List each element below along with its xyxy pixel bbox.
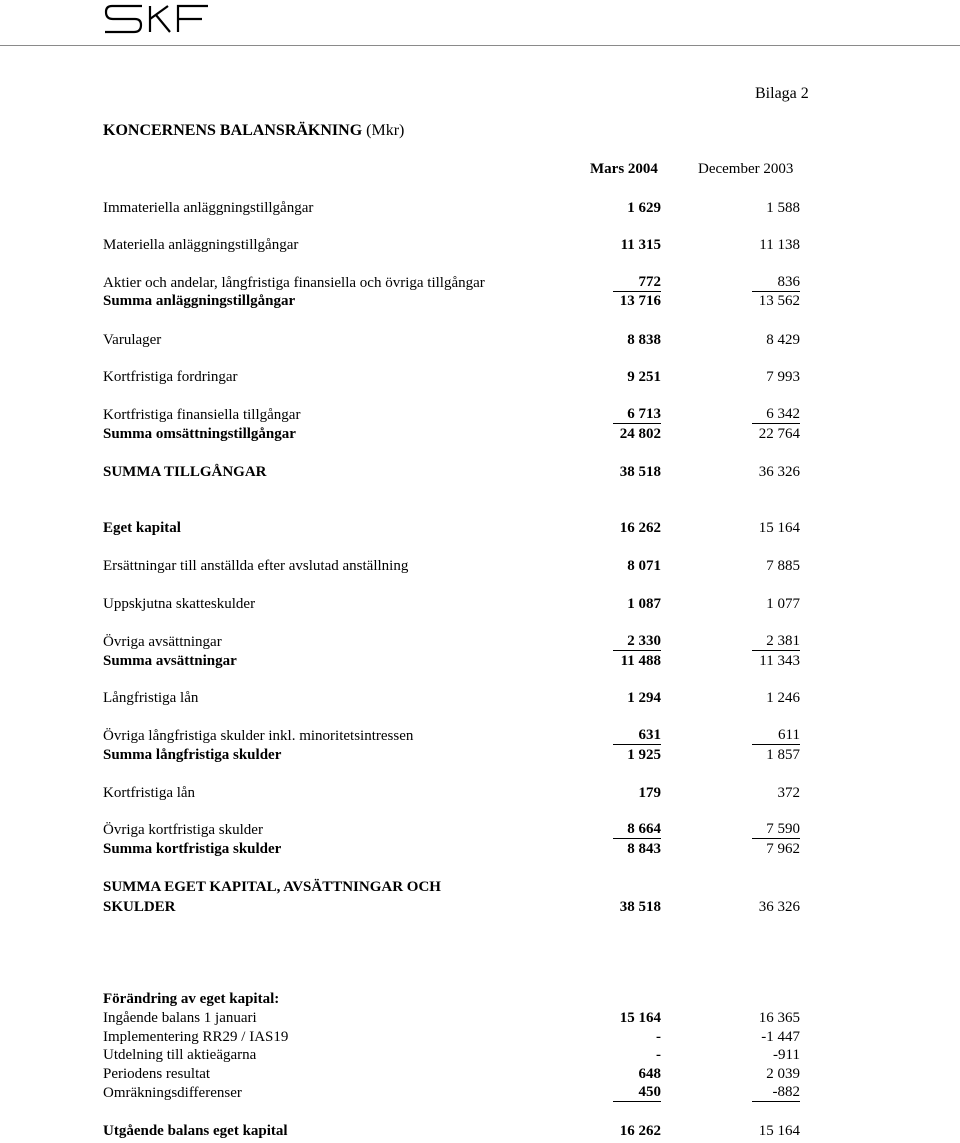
table-row: Övriga kortfristiga skulder 8 664 7 590 [103,821,800,838]
svg-text:SKF: SKF [104,35,106,36]
table-row: Kortfristiga lån 179 372 [103,785,800,801]
skf-logo [104,2,236,36]
table-row: Kortfristiga fordringar 9 251 7 993 [103,369,800,385]
table-row-subtotal: Summa kortfristiga skulder 8 843 7 962 [103,841,800,857]
table-row: Aktier och andelar, långfristiga finansiella och övriga tillgångar 772 836 [103,274,800,291]
table-row: Kortfristiga finansiella tillgångar 6 713 6 342 [103,406,800,423]
table-row: Långfristiga lån 1 294 1 246 [103,690,800,706]
table-row-subtotal: Summa omsättningstillgångar 24 802 22 764 [103,426,800,442]
table-row: Övriga avsättningar 2 330 2 381 [103,633,800,650]
table-row: Immateriella anläggningstillgångar 1 629 1 588 [103,200,800,216]
table-row-subtotal: Summa avsättningar 11 488 11 343 [103,653,800,669]
table-row-subtotal: Summa långfristiga skulder 1 925 1 857 [103,747,800,763]
table-row-total: SUMMA TILLGÅNGAR 38 518 36 326 [103,464,800,480]
table-row: Implementering RR29 / IAS19 - -1 447 [103,1029,800,1045]
column-header-mars-2004: Mars 2004 [590,161,658,177]
table-row-total: Utgående balans eget kapital 16 262 15 164 [103,1123,800,1139]
table-row: Materiella anläggningstillgångar 11 315 11 138 [103,237,800,253]
table-row: Uppskjutna skatteskulder 1 087 1 077 [103,596,800,612]
table-row-subtotal: Eget kapital 16 262 15 164 [103,520,800,536]
equity-heading: Förändring av eget kapital: [103,991,280,1007]
table-row: Periodens resultat 648 2 039 [103,1066,800,1082]
table-row: Omräkningsdifferenser 450 -882 [103,1084,800,1101]
header-divider [0,45,960,46]
appendix-label: Bilaga 2 [755,85,809,102]
table-row: Ersättningar till anställda efter avslutad anställning 8 071 7 885 [103,558,800,574]
table-row-subtotal: Summa anläggningstillgångar 13 716 13 562 [103,293,800,309]
column-header-december-2003: December 2003 [698,161,794,177]
table-row-grand-total: SUMMA EGET KAPITAL, AVSÄTTNINGAR OCH SKULDER 38 518 36 326 [103,879,800,915]
table-row: Ingående balans 1 januari 15 164 16 365 [103,1010,800,1026]
table-row: Utdelning till aktieägarna - -911 [103,1047,800,1063]
table-row: Övriga långfristiga skulder inkl. minoritetsintressen 631 611 [103,727,800,744]
page-title: KONCERNENS BALANSRÄKNING (Mkr) [103,122,405,139]
table-row: Varulager 8 838 8 429 [103,332,800,348]
